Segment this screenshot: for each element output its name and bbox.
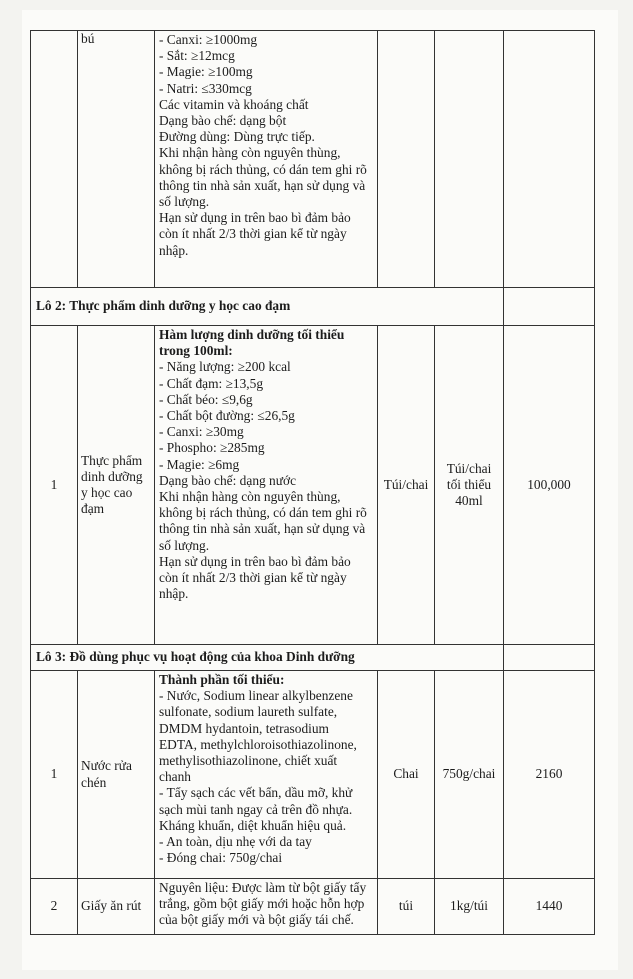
description-line: còn ít nhất 2/3 thời gian kể từ ngày xyxy=(159,570,347,586)
description-line: Kháng khuẩn, diệt khuẩn hiệu quả. xyxy=(159,817,347,833)
spec-cell xyxy=(435,879,504,935)
item-name-cell xyxy=(78,879,155,935)
description-line: Hạn sử dụng in trên bao bì đảm bảo xyxy=(159,553,351,569)
description-line: DMDM hydantoin, tetrasodium xyxy=(159,720,329,736)
description-heading xyxy=(159,672,373,688)
description-line: - Natri: ≤330mcg xyxy=(159,80,252,96)
description-line: - Magie: ≥100mg xyxy=(159,64,253,80)
spec: 750g/chai xyxy=(442,766,496,782)
unit-cell xyxy=(378,879,435,935)
description-cell xyxy=(155,671,378,879)
quantity: 2160 xyxy=(535,766,563,782)
lot-3-label: Lô 3: Đồ dùng phục vụ hoạt động của khoa Dinh dưỡng xyxy=(36,649,355,665)
table-row xyxy=(31,326,595,645)
description-line: sạch mùi tanh ngay cả trên đồ nhựa. xyxy=(159,801,353,817)
spec-cell xyxy=(435,31,504,288)
description-line: trắng, gồm bột giấy mới hoặc hỗn hợp xyxy=(159,896,365,912)
lot-2-label: Lô 2: Thực phẩm dinh dưỡng y học cao đạm xyxy=(36,298,291,314)
table-row-continuation xyxy=(31,31,595,288)
description-line: không bị rách thủng, có dán tem ghi rõ xyxy=(159,161,367,177)
description-line: số lượng. xyxy=(159,537,210,553)
description-line: - Phospho: ≥285mg xyxy=(159,440,265,456)
description-cell xyxy=(155,31,378,288)
unit-cell xyxy=(378,671,435,879)
qty-cell xyxy=(504,326,595,645)
unit-cell xyxy=(378,326,435,645)
unit: Chai xyxy=(393,766,419,782)
item-name: bú xyxy=(81,31,95,46)
description-line: Đường dùng: Dùng trực tiếp. xyxy=(159,129,315,145)
description-line: không bị rách thủng, có dán tem ghi rõ xyxy=(159,505,367,521)
qty-cell xyxy=(504,31,595,288)
item-name: Nước rửa chén xyxy=(81,758,132,790)
description-line: - Magie: ≥6mg xyxy=(159,456,240,472)
spec-cell xyxy=(435,326,504,645)
stt: 1 xyxy=(50,766,58,782)
description-line: Dạng bào chế: dạng bột xyxy=(159,113,287,129)
spec-cell xyxy=(435,671,504,879)
description-cell xyxy=(155,879,378,935)
description-line: - Canxi: ≥1000mg xyxy=(159,32,258,47)
description-line: Thành phần tối thiểu: xyxy=(159,672,285,687)
unit-cell xyxy=(378,31,435,288)
quantity: 100,000 xyxy=(527,476,571,492)
description-heading xyxy=(159,327,373,359)
stt: 1 xyxy=(50,476,58,492)
lot-3-empty-cell xyxy=(504,645,595,671)
stt-cell xyxy=(31,671,78,879)
description-line: - Năng lượng: ≥200 kcal xyxy=(159,359,291,375)
lot-2-header-row xyxy=(31,288,595,326)
description-line: - Tẩy sạch các vết bẩn, dầu mỡ, khử xyxy=(159,785,353,801)
unit: túi xyxy=(398,898,414,914)
description-line: Nguyên liệu: Được làm từ bột giấy tẩy xyxy=(159,880,367,895)
table-row xyxy=(31,879,595,935)
description-line: còn ít nhất 2/3 thời gian kể từ ngày xyxy=(159,226,347,242)
item-name-cell xyxy=(78,31,155,288)
procurement-table xyxy=(30,30,595,935)
spec: Túi/chai tối thiểu 40ml xyxy=(446,460,492,509)
description-line: EDTA, methylchloroisothiazolinone, xyxy=(159,736,357,752)
description-line: - Sắt: ≥12mcg xyxy=(159,48,235,64)
description-cell xyxy=(155,326,378,645)
item-name-cell xyxy=(78,326,155,645)
table-row xyxy=(31,671,595,879)
lot-2-empty-cell xyxy=(504,288,595,326)
description-line: - An toàn, dịu nhẹ với da tay xyxy=(159,834,312,850)
description-line: chanh xyxy=(159,769,191,785)
unit: Túi/chai xyxy=(383,476,429,492)
description-line: - Canxi: ≥30mg xyxy=(159,424,244,440)
stt: 2 xyxy=(50,898,58,914)
description-line: - Chất béo: ≤9,6g xyxy=(159,391,253,407)
description-lines xyxy=(159,688,373,866)
quantity: 1440 xyxy=(535,898,563,914)
description-line: - Đóng chai: 750g/chai xyxy=(159,850,283,866)
description-line: thông tin nhà sản xuất, hạn sử dụng và xyxy=(159,177,366,193)
description-line: thông tin nhà sản xuất, hạn sử dụng và xyxy=(159,521,366,537)
description-line: Dạng bào chế: dạng nước xyxy=(159,472,297,488)
spec: 1kg/túi xyxy=(450,898,488,914)
qty-cell xyxy=(504,879,595,935)
item-name: Giấy ăn rút xyxy=(81,898,142,914)
description-line: nhập. xyxy=(159,242,189,258)
description-line: - Chất bột đường: ≤26,5g xyxy=(159,408,295,424)
description-line: Khi nhận hàng còn nguyên thùng, xyxy=(159,145,341,161)
item-name-cell xyxy=(78,671,155,879)
description-line: sulfonate, sodium laureth sulfate, xyxy=(159,704,338,720)
stt-cell xyxy=(31,31,78,288)
description-line: nhập. xyxy=(159,586,189,602)
description-lines xyxy=(159,32,373,259)
description-line: methylisothiazolinone, chiết xuất xyxy=(159,753,338,769)
description-line: Hạn sử dụng in trên bao bì đảm bảo xyxy=(159,210,351,226)
description-lines xyxy=(159,359,373,602)
description-line: của bột giấy mới và bột giấy tái chế. xyxy=(159,912,354,928)
description-line: Các vitamin và khoáng chất xyxy=(159,96,309,112)
lot-3-header-row xyxy=(31,645,595,671)
description-line: - Nước, Sodium linear alkylbenzene xyxy=(159,688,353,704)
qty-cell xyxy=(504,671,595,879)
lot-2-label-cell xyxy=(31,288,504,326)
item-name: Thực phẩm dinh dưỡng y học cao đạm xyxy=(81,452,143,517)
description-line: Hàm lượng dinh dưỡng tối thiểu xyxy=(159,327,345,342)
description-line: số lượng. xyxy=(159,194,210,210)
lot-3-label-cell xyxy=(31,645,504,671)
description-line: Khi nhận hàng còn nguyên thùng, xyxy=(159,489,341,505)
stt-cell xyxy=(31,879,78,935)
description-line: - Chất đạm: ≥13,5g xyxy=(159,375,264,391)
description-line: trong 100ml: xyxy=(159,343,233,359)
description-lines xyxy=(159,880,373,929)
stt-cell xyxy=(31,326,78,645)
